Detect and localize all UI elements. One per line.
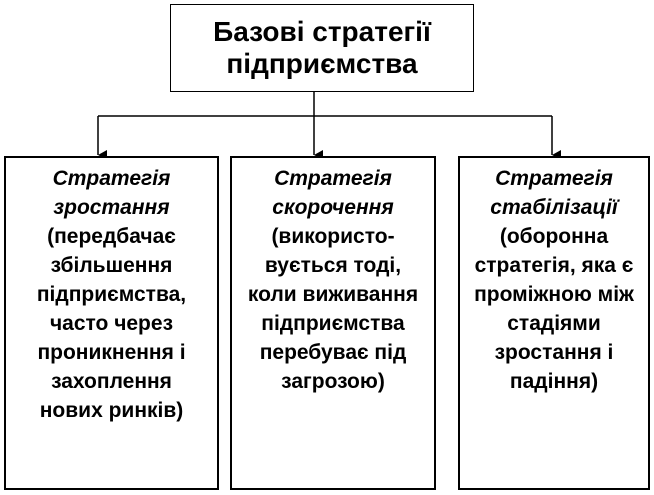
strategy-title-reduction: Стратегія скорочення	[272, 167, 394, 219]
root-strategy-label: Базові стратегії підприємства	[213, 16, 431, 79]
strategy-title-stabilization: Стратегія стабілізації	[490, 167, 618, 219]
root-strategy-box	[170, 4, 474, 92]
strategy-box-reduction	[230, 156, 436, 490]
strategy-box-stabilization	[458, 156, 650, 490]
strategy-description-stabilization: (оборонна стратегія, яка є проміжною між стадіями зростання і падіння)	[474, 225, 634, 393]
strategy-description-reduction: (використо- вується тоді, коли виживання підприємства перебуває під загрозою)	[247, 225, 419, 393]
strategy-box-growth	[4, 156, 219, 490]
strategy-title-growth: Стратегія зростання	[52, 167, 171, 219]
strategy-description-growth: (передбачає збільшення підприємства, часто через проникнення і захоплення нових ринків)	[36, 225, 187, 422]
